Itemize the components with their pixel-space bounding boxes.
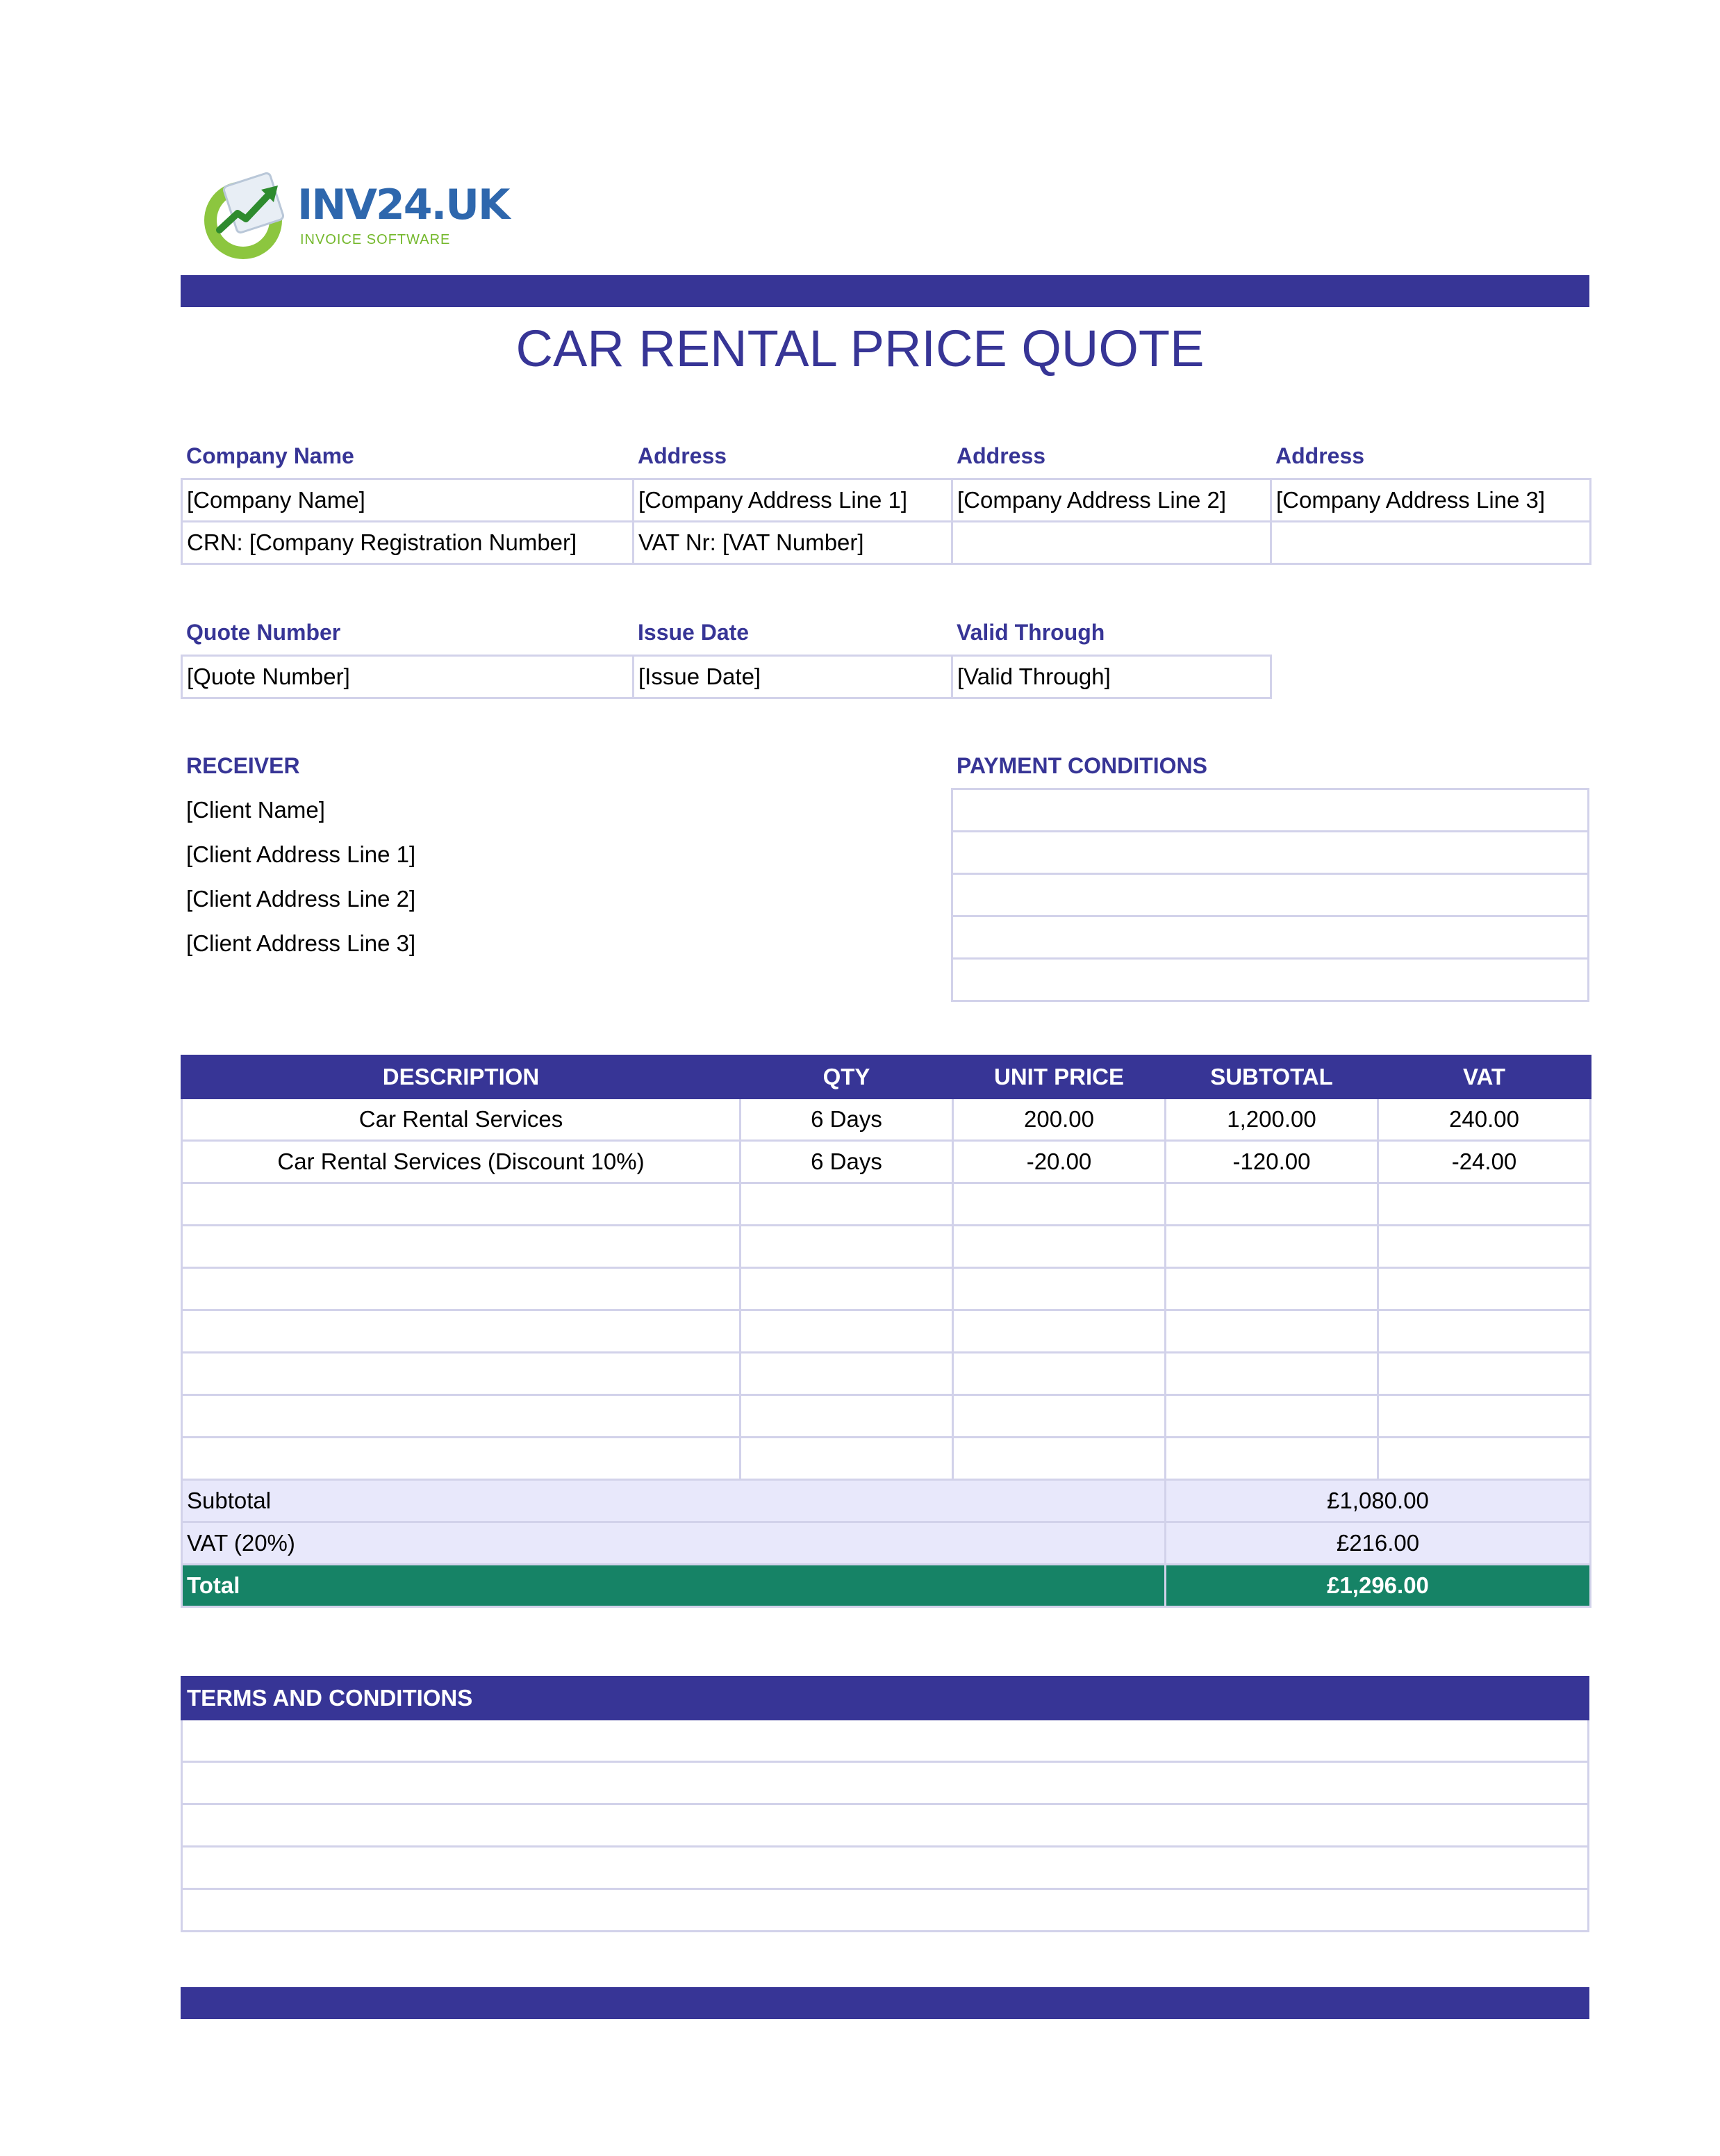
table-row: [182, 1141, 1591, 1183]
empty-cell[interactable]: [182, 1353, 741, 1395]
empty-table-row: [182, 1226, 1591, 1268]
empty-table-row: [182, 1353, 1591, 1395]
logo: [201, 170, 509, 261]
subtotal-row: [182, 1480, 1591, 1522]
invoice-growth-icon: [201, 170, 292, 261]
address-label-1: Address: [638, 443, 727, 468]
client-address-line-2: [Client Address Line 2]: [186, 886, 416, 912]
empty-table-row: [182, 1268, 1591, 1310]
vat-label: VAT (20%): [182, 1522, 1166, 1565]
subtotal-value: £1,080.00: [1166, 1480, 1591, 1522]
address-label-3: Address: [1275, 443, 1365, 468]
logo-tagline: INVOICE SOFTWARE: [300, 232, 451, 247]
logo-wordmark: INV24.UK: [297, 181, 509, 229]
terms-header: TERMS AND CONDITIONS: [182, 1677, 1589, 1720]
issue-date-field[interactable]: [Issue Date]: [634, 656, 952, 698]
empty-cell[interactable]: [953, 1395, 1166, 1438]
item-description[interactable]: Car Rental Services: [182, 1098, 741, 1141]
terms-row[interactable]: [182, 1889, 1589, 1932]
empty-cell[interactable]: [1166, 1183, 1378, 1226]
empty-cell[interactable]: [952, 522, 1271, 564]
empty-cell[interactable]: [741, 1268, 953, 1310]
client-address-line-1: [Client Address Line 1]: [186, 841, 416, 867]
total-row: [182, 1565, 1591, 1607]
company-address-line-3-field[interactable]: [Company Address Line 3]: [1271, 479, 1591, 522]
empty-cell[interactable]: [953, 1226, 1166, 1268]
receiver-label: RECEIVER: [186, 753, 300, 778]
empty-cell[interactable]: [1378, 1268, 1591, 1310]
item-subtotal[interactable]: 1,200.00: [1166, 1098, 1378, 1141]
empty-cell[interactable]: [1378, 1353, 1591, 1395]
qty-header: QTY: [741, 1056, 953, 1098]
empty-cell[interactable]: [1166, 1226, 1378, 1268]
empty-cell[interactable]: [741, 1438, 953, 1480]
terms-row[interactable]: [182, 1720, 1589, 1762]
empty-cell[interactable]: [1378, 1310, 1591, 1353]
top-divider-bar: [181, 275, 1589, 307]
quote-details-table: [181, 655, 1272, 699]
empty-cell[interactable]: [741, 1310, 953, 1353]
empty-cell[interactable]: [953, 1353, 1166, 1395]
subtotal-label: Subtotal: [182, 1480, 1166, 1522]
item-description[interactable]: Car Rental Services (Discount 10%): [182, 1141, 741, 1183]
terms-row[interactable]: [182, 1762, 1589, 1804]
item-vat[interactable]: -24.00: [1378, 1141, 1591, 1183]
terms-row[interactable]: [182, 1804, 1589, 1847]
terms-row[interactable]: [182, 1847, 1589, 1889]
empty-cell[interactable]: [182, 1226, 741, 1268]
payment-conditions-row[interactable]: [952, 832, 1589, 874]
empty-cell[interactable]: [953, 1183, 1166, 1226]
payment-conditions-row[interactable]: [952, 874, 1589, 916]
item-unit-price[interactable]: 200.00: [953, 1098, 1166, 1141]
empty-cell[interactable]: [1166, 1310, 1378, 1353]
empty-cell[interactable]: [741, 1395, 953, 1438]
company-vat-field[interactable]: VAT Nr: [VAT Number]: [634, 522, 952, 564]
vat-header: VAT: [1378, 1056, 1591, 1098]
bottom-divider-bar: [181, 1987, 1589, 2019]
company-address-line-1-field[interactable]: [Company Address Line 1]: [634, 479, 952, 522]
description-header: DESCRIPTION: [182, 1056, 741, 1098]
payment-conditions-row[interactable]: [952, 959, 1589, 1001]
company-address-line-2-field[interactable]: [Company Address Line 2]: [952, 479, 1271, 522]
vat-value: £216.00: [1166, 1522, 1591, 1565]
item-qty[interactable]: 6 Days: [741, 1141, 953, 1183]
empty-table-row: [182, 1395, 1591, 1438]
quote-number-label: Quote Number: [186, 620, 341, 645]
empty-cell[interactable]: [953, 1438, 1166, 1480]
empty-cell[interactable]: [953, 1310, 1166, 1353]
empty-cell[interactable]: [1378, 1395, 1591, 1438]
payment-conditions-table: [951, 788, 1589, 1002]
document-title: CAR RENTAL PRICE QUOTE: [515, 320, 1205, 377]
empty-cell[interactable]: [741, 1353, 953, 1395]
empty-cell[interactable]: [1166, 1353, 1378, 1395]
item-subtotal[interactable]: -120.00: [1166, 1141, 1378, 1183]
valid-through-label: Valid Through: [957, 620, 1105, 645]
vat-row: [182, 1522, 1591, 1565]
valid-through-field[interactable]: [Valid Through]: [952, 656, 1271, 698]
company-table: [181, 478, 1591, 565]
empty-cell[interactable]: [182, 1183, 741, 1226]
terms-table: [181, 1676, 1589, 1932]
payment-conditions-row[interactable]: [952, 916, 1589, 959]
empty-cell[interactable]: [182, 1395, 741, 1438]
empty-cell[interactable]: [953, 1268, 1166, 1310]
payment-conditions-row[interactable]: [952, 789, 1589, 832]
client-name: [Client Name]: [186, 797, 325, 823]
company-crn-field[interactable]: CRN: [Company Registration Number]: [182, 522, 634, 564]
total-label: Total: [182, 1565, 1166, 1607]
empty-cell[interactable]: [741, 1226, 953, 1268]
empty-cell[interactable]: [1271, 522, 1591, 564]
issue-date-label: Issue Date: [638, 620, 750, 645]
empty-cell[interactable]: [1378, 1438, 1591, 1480]
line-items-header-row: [182, 1056, 1591, 1098]
item-unit-price[interactable]: -20.00: [953, 1141, 1166, 1183]
empty-cell[interactable]: [741, 1183, 953, 1226]
empty-table-row: [182, 1310, 1591, 1353]
client-address-line-3: [Client Address Line 3]: [186, 930, 416, 956]
company-name-label: Company Name: [186, 443, 354, 468]
empty-cell[interactable]: [182, 1310, 741, 1353]
empty-cell[interactable]: [1166, 1395, 1378, 1438]
empty-cell[interactable]: [1166, 1438, 1378, 1480]
total-value: £1,296.00: [1166, 1565, 1591, 1607]
empty-cell[interactable]: [182, 1268, 741, 1310]
item-vat[interactable]: 240.00: [1378, 1098, 1591, 1141]
subtotal-header: SUBTOTAL: [1166, 1056, 1378, 1098]
address-label-2: Address: [957, 443, 1046, 468]
unit-price-header: UNIT PRICE: [953, 1056, 1166, 1098]
empty-cell[interactable]: [182, 1438, 741, 1480]
empty-cell[interactable]: [1378, 1226, 1591, 1268]
table-row: [182, 1098, 1591, 1141]
empty-table-row: [182, 1438, 1591, 1480]
company-name-field[interactable]: [Company Name]: [182, 479, 634, 522]
payment-conditions-label: PAYMENT CONDITIONS: [957, 753, 1207, 778]
empty-cell[interactable]: [1378, 1183, 1591, 1226]
empty-table-row: [182, 1183, 1591, 1226]
quote-number-field[interactable]: [Quote Number]: [182, 656, 634, 698]
item-qty[interactable]: 6 Days: [741, 1098, 953, 1141]
empty-cell[interactable]: [1166, 1268, 1378, 1310]
line-items-table: [181, 1055, 1591, 1608]
